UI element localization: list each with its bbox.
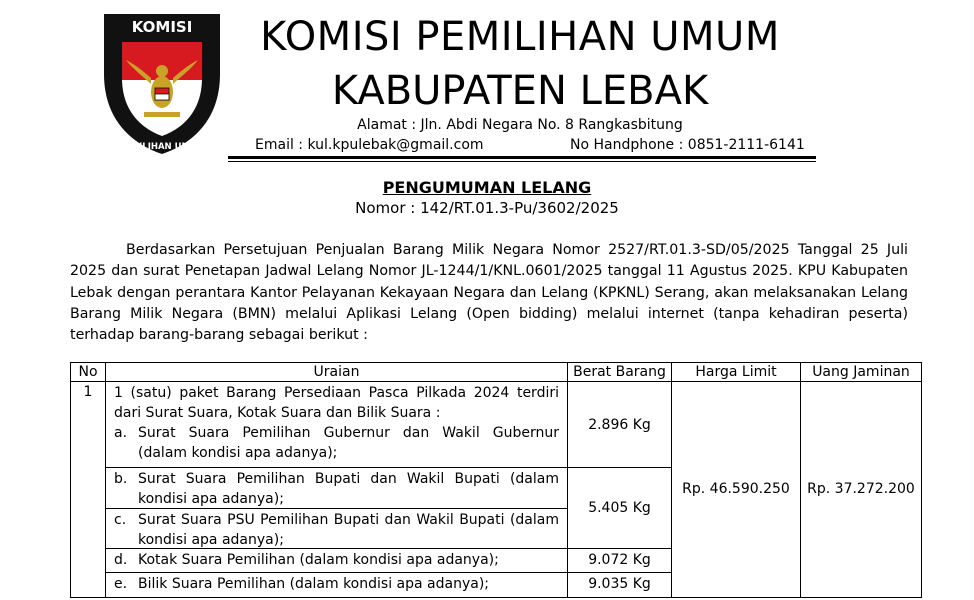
table-col-divider: [105, 362, 106, 598]
weight-value: 5.405 Kg: [588, 500, 651, 516]
list-item: [114, 510, 559, 550]
logo-bottom-text: PEMILIHAN UMUM: [118, 142, 206, 152]
auction-items-table: [70, 362, 922, 598]
uang-jaminan-value: Rp. 37.272.200: [807, 481, 915, 497]
header-no: No: [78, 364, 98, 380]
item-label: e.: [114, 576, 128, 592]
table-border-right: [921, 362, 922, 598]
org-address: Alamat : Jln. Abdi Negara No. 8 Rangkasbitung: [357, 117, 683, 133]
list-item: [114, 550, 559, 570]
row-number: 1: [83, 384, 93, 400]
item-text: Surat Suara Pemilihan Bupati dan Wakil Bupati (dalam kondisi apa adanya);: [138, 471, 559, 507]
list-item: [114, 469, 559, 509]
row-intro: 1 (satu) paket Barang Persediaan Pasca Pilkada 2024 terdiri dari Surat Suara, Kotak Suara dan Bilik Suara :: [114, 385, 559, 421]
table-subrow-divider: [105, 467, 671, 468]
header-uraian: Uraian: [313, 364, 360, 380]
table-header-divider: [70, 381, 922, 382]
item-label: c.: [114, 512, 127, 528]
org-phone: No Handphone : 0851-2111-6141: [570, 137, 805, 153]
announcement-paragraph: Berdasarkan Persetujuan Penjualan Barang Milik Negara Nomor 2527/RT.01.3-SD/05/2025 Tanggal 25 Juli 2025 dan surat Penetapan Jadwal Lelang Nomor JL-1244/1/KNL.0601/2025 tanggal 11 Agustus 2025. KPU Kabupaten Lebak dengan perantara Kantor Pelayanan Kekayaan Negara dan Lelang (KPKNL) Serang, akan melaksanakan Lelang Barang Milik Negara (BMN) melalui Aplikasi Lelang (Open bidding) melalui internet (tanpa kehadiran peserta) terhadap barang-barang sebagai berikut :: [70, 242, 908, 344]
announcement-title: PENGUMUMAN LELANG: [382, 178, 592, 197]
table-subrow-divider: [105, 572, 671, 573]
org-title-line2: KABUPATEN LEBAK: [331, 68, 709, 114]
item-label: d.: [114, 552, 128, 568]
header-rule-thick: [228, 156, 816, 159]
weight-value: 9.072 Kg: [588, 552, 651, 568]
header-uang-jaminan: Uang Jaminan: [812, 364, 910, 380]
item-label: a.: [114, 425, 128, 441]
announcement-number: Nomor : 142/RT.01.3-Pu/3602/2025: [355, 199, 619, 217]
list-item: [114, 423, 559, 463]
item-text: Kotak Suara Pemilihan (dalam kondisi apa adanya);: [138, 552, 499, 568]
header-berat: Berat Barang: [573, 364, 666, 380]
item-label: b.: [114, 471, 128, 487]
org-email: Email : kul.kpulebak@gmail.com: [255, 137, 484, 153]
item-text: Surat Suara Pemilihan Gubernur dan Wakil Gubernur (dalam kondisi apa adanya);: [138, 425, 559, 461]
weight-value: 2.896 Kg: [588, 417, 651, 433]
table-border-bottom: [70, 597, 922, 598]
weight-value: 9.035 Kg: [588, 576, 651, 592]
header-harga-limit: Harga Limit: [695, 364, 777, 380]
item-text: Surat Suara PSU Pemilihan Bupati dan Wakil Bupati (dalam kondisi apa adanya);: [138, 512, 559, 548]
header-rule-thin: [228, 161, 816, 162]
item-text: Bilik Suara Pemilihan (dalam kondisi apa adanya);: [138, 576, 489, 592]
harga-limit-value: Rp. 46.590.250: [682, 481, 790, 497]
list-item: [114, 574, 559, 594]
org-title-line1: KOMISI PEMILIHAN UMUM: [260, 14, 780, 60]
logo-top-text: KOMISI: [131, 18, 193, 36]
